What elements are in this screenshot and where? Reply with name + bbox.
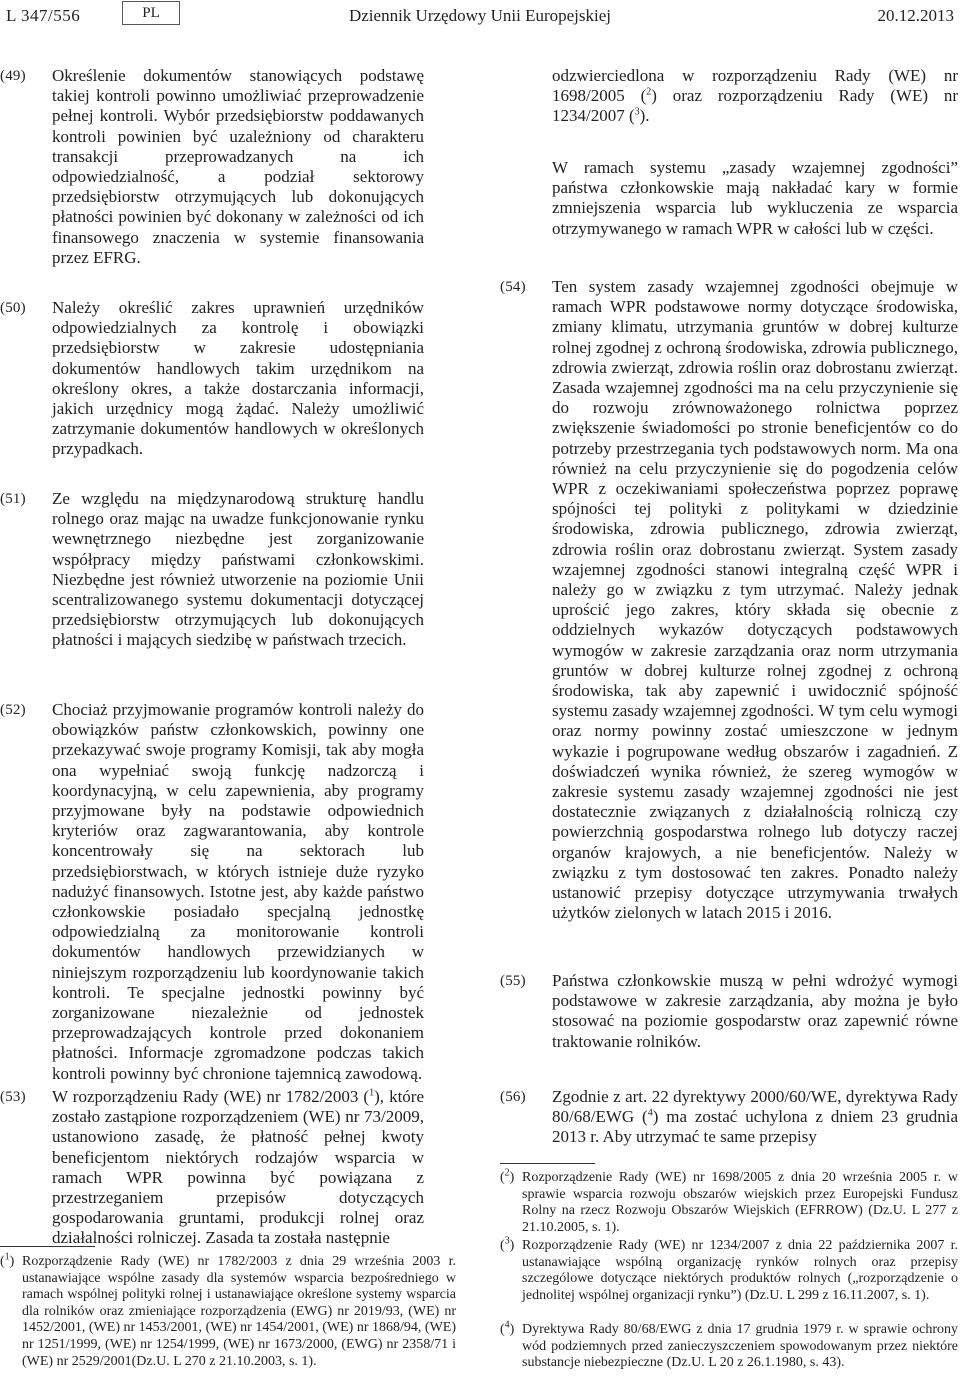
- footnote-ref[interactable]: 1: [369, 1087, 375, 1099]
- recital-54: [500, 277, 958, 924]
- recital-number: (49): [0, 68, 26, 84]
- recital-51: [0, 489, 424, 651]
- recital-text: Chociaż przyjmowanie programów kontroli należy do obowiązków państw członkowskich, powinny one przekazywać swoje programy Komisji, tak aby mogła ona wypełniać swoją funkcję nadzorczą i koordynacyjną, w celu zapewnienia, aby programy przyjmowane były na podstawie odpowiednich kryteriów oraz zagwarantowania, aby kontrole koncentrowały się na sektorach lub przedsiębiorstwach, w których istnieje duże ryzyko nadużyć finansowych. Istotne jest, aby każde państwo członkowskie posiadało specjalną jednostkę odpowiedzialną za monitorowanie kontroli dokumentów handlowych przewidzianych w niniejszym rozporządzeniu lub koordynowanie takich kontroli. Te specjalne jednostki powinny być zorganizowane niezależnie od jednostek przeprowadzających kontrole przed dokonaniem płatności. Informacje zgromadzone podczas takich kontroli powinny być chronione tajemnicą zawodową.: [52, 700, 424, 1083]
- footnote-ref[interactable]: 3: [634, 106, 640, 118]
- footnote-2: [500, 1167, 958, 1236]
- journal-reference: L 347/556: [6, 6, 81, 25]
- recital-text: Określenie dokumentów stanowiących podstawę takiej kontroli powinno umożliwiać przeprowadzenie pełnej kontroli. Wybór przedsiębiorstw poddawanych kontroli powinien być uzależniony od charakteru transakcji przeprowadzanych na ich odpowiedzialność, a podział sektorowy przedsiębiorstw otrzymujących lub dokonujących płatności powinien być dokonany w zależności od ich finansowego znaczenia w systemie finansowania przez EFRG.: [52, 66, 424, 267]
- recital-52: [0, 700, 424, 1084]
- recital-55: [500, 971, 958, 1052]
- recital-text: Zgodnie z art. 22 dyrektywy 2000/60/WE, dyrektywa Rady 80/68/EWG ($^4$) ma zostać uchylona z dniem 23 grudnia 2013 r. Aby utrzymać te same przepisy: [552, 1087, 958, 1147]
- recital-56: [500, 1087, 958, 1148]
- recital-text: Państwa członkowskie muszą w pełni wdrożyć wymogi podstawowe w zakresie zarządzania, aby można je było stosować na poziomie gospodarstw oraz zapewnić równe traktowanie rolników.: [552, 971, 958, 1051]
- recital-number: (54): [500, 279, 526, 295]
- recital-text: Ze względu na międzynarodową strukturę handlu rolnego oraz mając na uwadze funkcjonowanie rynku wewnętrznego niezbędne jest zorganizowanie współpracy między państwami członkowskimi. Niezbędne jest również utworzenie na poziomie Unii scentralizowanego systemu dokumentacji dotyczącej przedsiębiorstw otrzymujących lub dokonujących płatności i mających siedzibę w państwach trzecich.: [52, 489, 424, 650]
- language-badge: PL: [122, 1, 180, 25]
- footnote-number: ($^3$): [500, 1235, 515, 1253]
- footnote-text: Rozporządzenie Rady (WE) nr 1698/2005 z dnia 20 września 2005 r. w sprawie wsparcia rozwoju obszarów wiejskich przez Europejski Fundusz Rolny na rzecz Rozwoju Obszarów Wiejskich (EFRROW) (Dz.U. L 277 z 21.10.2005, s. 1).: [522, 1170, 958, 1235]
- recital-number: (56): [500, 1089, 526, 1105]
- recital-53: [0, 1087, 424, 1249]
- recital-50: [0, 298, 424, 460]
- page-header: [0, 0, 960, 40]
- recital-53-continuation: odzwierciedlona w rozporządzeniu Rady (WE) nr 1698/2005 ($^2$) oraz rozporządzeniu Rady (WE) nr 1234/2007 ($^3$).: [552, 66, 959, 126]
- recital-number: (53): [0, 1089, 26, 1105]
- publication-date: 20.12.2013: [877, 6, 954, 25]
- journal-title: Dziennik Urzędowy Unii Europejskiej: [348, 6, 611, 25]
- recital-53-continuation-2: W ramach systemu „zasady wzajemnej zgodności” państwa członkowskie mają nakładać kary w formie zmniejszenia wsparcia lub wykluczenia ze wsparcia otrzymywanego w ramach WPR w całości lub w części.: [552, 158, 958, 238]
- recital-number: (55): [500, 973, 526, 989]
- footnote-text: Rozporządzenie Rady (WE) nr 1782/2003 z dnia 29 września 2003 r. ustanawiające wspólne zasady dla systemów wsparcia bezpośredniego w ramach wspólnej polityki rolnej i ustanawiające określone systemy wsparcia dla rolników oraz zmieniające rozporządzenia (EWG) nr 2019/93, (WE) nr 1452/2001, (WE) nr 1453/2001, (WE) nr 1454/2001, (WE) nr 1868/94, (WE) nr 1251/1999, (WE) nr 1254/1999, (WE) nr 1673/2000, (EWG) nr 2358/71 i (WE) nr 2529/2001(Dz.U. L 270 z 21.10.2003, s. 1).: [22, 1254, 456, 1369]
- footnote-separator: [500, 1163, 595, 1164]
- footnote-ref[interactable]: 2: [646, 86, 652, 98]
- footnote-text: Dyrektywa Rady 80/68/EWG z dnia 17 grudnia 1979 r. w sprawie ochrony wód podziemnych przed zanieczyszczeniem spowodowanym przez niektóre substancje niebezpieczne (Dz.U. L 20 z 26.1.1980, s. 43).: [522, 1322, 958, 1371]
- recital-text: W rozporządzeniu Rady (WE) nr 1782/2003 ($^1$), które zostało zastąpione rozporządzeniem (WE) nr 73/2009, ustanowiono zasadę, że płatność pełnej kwoty beneficjentom niektórych rodzajów wsparcia w ramach WPR powinna być powiązana z przestrzeganiem przepisów dotyczących gospodarowania gruntami, produkcji rolnej oraz działalności rolniczej. Zasada ta została następnie: [52, 1087, 424, 1248]
- footnote-4: [500, 1319, 958, 1372]
- recital-number: (51): [0, 491, 26, 507]
- footnote-1: [0, 1251, 456, 1370]
- recital-49: [0, 66, 424, 268]
- footnote-ref[interactable]: 4: [647, 1107, 653, 1119]
- footnote-separator: [0, 1246, 95, 1247]
- recital-number: (52): [0, 702, 26, 718]
- recital-text: Należy określić zakres uprawnień urzędników odpowiedzialnych za kontrolę i obowiązki przedsiębiorstw w zakresie udostępniania dokumentów handlowych takim urzędnikom na określony okres, a także dostarczania informacji, jakich urzędnicy mogą żądać. Należy umożliwić zatrzymanie dokumentów handlowych w określonych przypadkach.: [52, 298, 424, 459]
- footnote-3: [500, 1235, 958, 1304]
- recital-text: Ten system zasady wzajemnej zgodności obejmuje w ramach WPR podstawowe normy dotyczące środowiska, zmiany klimatu, utrzymania gruntów w dobrej kulturze rolnej zgodnej z ochroną środowiska, zdrowia publicznego, zdrowia zwierząt, zdrowia roślin oraz dobrostanu zwierząt. Zasada wzajemnej zgodności ma na celu przyczynienie się do rozwoju zrównoważonego rolnictwa poprzez zwiększenie świadomości po stronie beneficjentów co do potrzeby przestrzegania tych podstawowych norm. Ma ona również na celu przyczynienie się do pogodzenia celów WPR z oczekiwaniami społeczeństwa poprzez poprawę spójności tej polityki z politykami w dziedzinie środowiska, zdrowia publicznego, zdrowia zwierząt, zdrowia roślin oraz dobrostanu zwierząt. System zasady wzajemnej zgodności stanowi integralną część WPR i należy go w związku z tym utrzymać. Należy jednak uprościć jego zakres, który składa się obecnie z oddzielnych wykazów dotyczących podstawowych wymogów w zakresie zarządzania oraz norm utrzymania gruntów w dobrej kulturze rolnej zgodnej z ochroną środowiska, tak aby zapewnić i uwidocznić spójność systemu zasady wzajemnej zgodności. W tym celu wymogi oraz normy powinny zostać umieszczone w jednym wykazie i pogrupowane według obszarów i zagadnień. Z doświadczeń wynika również, że szereg wymogów w zakresie systemu zasady wzajemnej zgodności nie jest dostatecznie związanych z działalnością rolniczą czy powierzchnią gospodarstwa rolnego lub dotyczy raczej organów krajowych, a nie beneficjentów. Należy w związku z tym dostosować ten zakres. Ponadto należy ustanowić przepisy dotyczące utrzymywania trwałych użytków zielonych w latach 2015 i 2016.: [552, 277, 958, 923]
- footnote-number: ($^4$): [500, 1319, 515, 1337]
- footnote-number: ($^2$): [500, 1167, 515, 1185]
- footnote-text: Rozporządzenie Rady (WE) nr 1234/2007 z dnia 22 października 2007 r. ustanawiające wspólną organizację rynków rolnych oraz przepisy szczególowe dotyczące niektórych produktów rolnych („rozporządzenie o jednolitej wspólnej organizacji rynku”) (Dz.U. L 299 z 16.11.2007, s. 1).: [522, 1238, 958, 1303]
- footnote-number: ($^1$): [0, 1251, 15, 1269]
- recital-number: (50): [0, 300, 26, 316]
